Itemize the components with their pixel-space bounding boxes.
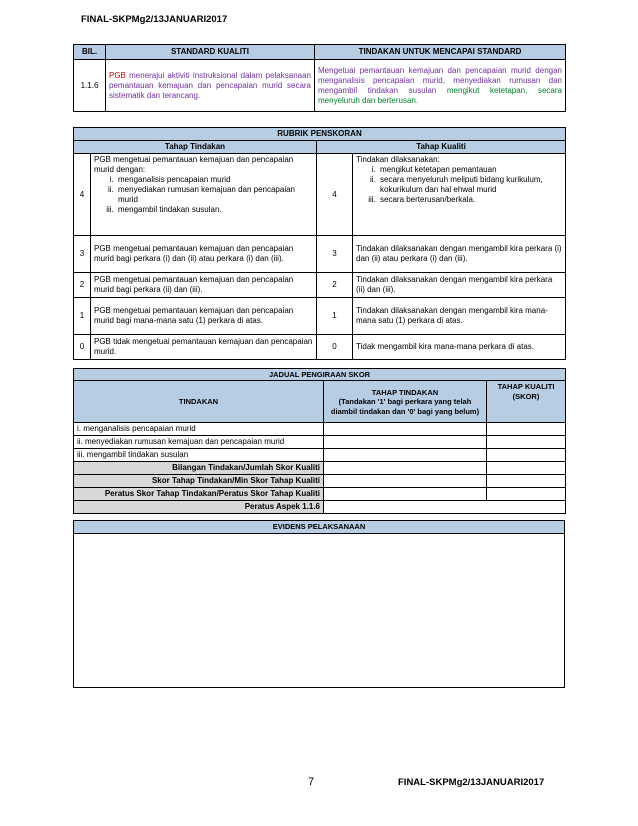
rubric-score-1-action: 1 — [74, 298, 91, 335]
summary-level-input[interactable] — [324, 475, 487, 488]
score-item: ii. menyediakan rumusan kemajuan dan pencapaian murid — [74, 436, 324, 449]
summary-label: Skor Tahap Tindakan/Min Skor Tahap Kualiti — [74, 475, 324, 488]
score-level-input[interactable] — [324, 423, 487, 436]
summary-quality-input[interactable] — [487, 462, 566, 475]
rubric-0-action: PGB tidak mengetuai pemantauan kemajuan dan pencapaian murid. — [91, 335, 317, 360]
summary-level-input[interactable] — [324, 462, 487, 475]
rubric-table — [73, 127, 566, 360]
rubric-4-quality: Tindakan dilaksanakan: i. mengikut ketetapan pemantauan ii. secara menyeluruh meliputi bidang kurikulum, kokurikulum dan hal ehwal murid iii. secara berterusan/berkala. — [353, 154, 566, 236]
action-text: Mengetuai pemantauan kemajuan dan pencapaian murid dengan menganalisis pencapaian murid, menyediakan rumusan dan mengambil tindakan susulan mengikut ketetapan, secara menyeluruh dan berterusan. — [315, 60, 566, 112]
score-quality-input[interactable] — [487, 423, 566, 436]
score-quality-input[interactable] — [487, 436, 566, 449]
score-col-action: TINDAKAN — [74, 381, 324, 423]
score-item: i. menganalisis pencapaian murid — [74, 423, 324, 436]
score-item: iii. mengambil tindakan susulan — [74, 449, 324, 462]
summary-label: Peratus Skor Tahap Tindakan/Peratus Skor Tahap Kualiti — [74, 488, 324, 501]
rubric-score-2-quality: 2 — [317, 273, 353, 298]
rubric-4-action-list — [94, 175, 313, 215]
list-item: iii. secara berterusan/berkala. — [378, 195, 562, 205]
document-header: FINAL-SKPMg2/13JANUARI2017 — [81, 14, 228, 25]
list-item: i. mengikut ketetapan pemantauan — [378, 165, 562, 175]
aspect-percent-input[interactable] — [324, 501, 566, 514]
evidence-area[interactable] — [74, 534, 565, 688]
rubric-4-action: PGB mengetuai pemantauan kemajuan dan pencapaian murid dengan: i. menganalisis pencapaian murid ii. menyediakan rumusan kemajuan dan pencapaian murid iii. mengambil tindakan susulan. — [91, 154, 317, 236]
list-item: iii. mengambil tindakan susulan. — [116, 205, 313, 215]
rubric-3-quality: Tindakan dilaksanakan dengan mengambil kira perkara (i) dan (ii) atau perkara (i) dan (iii). — [353, 236, 566, 273]
rubric-2-quality: Tindakan dilaksanakan dengan mengambil kira perkara (ii) dan (iii). — [353, 273, 566, 298]
rubric-col-action: Tahap Tindakan — [74, 141, 317, 154]
rubric-score-0-action: 0 — [74, 335, 91, 360]
col-standard: STANDARD KUALITI — [106, 45, 315, 60]
summary-quality-input[interactable] — [487, 475, 566, 488]
score-level-input[interactable] — [324, 436, 487, 449]
rubric-score-2-action: 2 — [74, 273, 91, 298]
summary-quality-input[interactable] — [487, 488, 566, 501]
list-item: i. menganalisis pencapaian murid — [116, 175, 313, 185]
rubric-2-action: PGB mengetuai pemantauan kemajuan dan pencapaian murid bagi perkara (ii) dan (iii). — [91, 273, 317, 298]
standard-lead: PGB — [109, 70, 126, 80]
col-action: TINDAKAN UNTUK MENCAPAI STANDARD — [315, 45, 566, 60]
rubric-0-quality: Tidak mengambil kira mana-mana perkara di atas. — [353, 335, 566, 360]
evidence-table — [73, 520, 565, 688]
bil-value: 1.1.6 — [74, 60, 106, 112]
rubric-score-0-quality: 0 — [317, 335, 353, 360]
score-quality-input[interactable] — [487, 449, 566, 462]
rubric-col-quality: Tahap Kualiti — [317, 141, 566, 154]
rubric-score-4-quality: 4 — [317, 154, 353, 236]
rubric-4-quality-list — [356, 165, 562, 205]
rubric-1-action: PGB mengetuai pemantauan kemajuan dan pencapaian murid bagi mana-mana satu (1) perkara di atas. — [91, 298, 317, 335]
rubric-score-3-action: 3 — [74, 236, 91, 273]
score-title: JADUAL PENGIRAAN SKOR — [74, 369, 566, 381]
score-col-level: TAHAP TINDAKAN (Tandakan '1' bagi perkara yang telah diambil tindakan dan '0' bagi yang belum) — [324, 381, 487, 423]
standard-text: PGB menerajui aktiviti instruksional dalam pelaksanaan pemantauan kemajuan dan pencapaian murid secara sistematik dan terancang. — [106, 60, 315, 112]
score-table — [73, 368, 566, 514]
rubric-3-action: PGB mengetuai pemantauan kemajuan dan pencapaian murid bagi perkara (i) dan (ii) atau perkara (i) dan (iii). — [91, 236, 317, 273]
score-level-input[interactable] — [324, 449, 487, 462]
page-number: 7 — [308, 776, 315, 788]
score-col-quality: TAHAP KUALITI (SKOR) — [487, 381, 566, 423]
list-item: ii. secara menyeluruh meliputi bidang kurikulum, kokurikulum dan hal ehwal murid — [378, 175, 562, 195]
rubric-1-quality: Tindakan dilaksanakan dengan mengambil kira mana-mana satu (1) perkara di atas. — [353, 298, 566, 335]
rubric-score-1-quality: 1 — [317, 298, 353, 335]
standard-table — [73, 44, 566, 112]
evidence-title: EVIDENS PELAKSANAAN — [74, 521, 565, 534]
footer-title: FINAL-SKPMg2/13JANUARI2017 — [398, 777, 545, 788]
col-bil: BIL. — [74, 45, 106, 60]
rubric-title: RUBRIK PENSKORAN — [74, 128, 566, 141]
list-item: ii. menyediakan rumusan kemajuan dan pencapaian murid — [116, 185, 313, 205]
summary-label: Bilangan Tindakan/Jumlah Skor Kualiti — [74, 462, 324, 475]
rubric-score-3-quality: 3 — [317, 236, 353, 273]
summary-label: Peratus Aspek 1.1.6 — [74, 501, 324, 514]
summary-level-input[interactable] — [324, 488, 487, 501]
rubric-score-4-action: 4 — [74, 154, 91, 236]
